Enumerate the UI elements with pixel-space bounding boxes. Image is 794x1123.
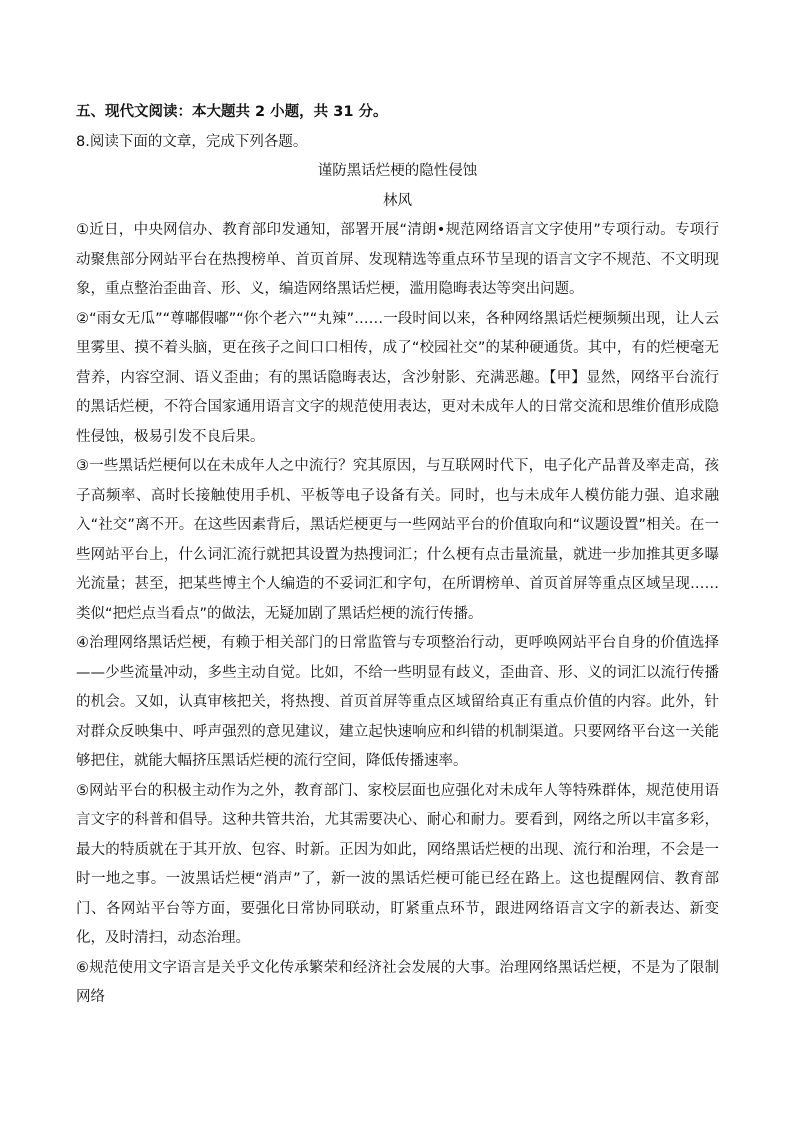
section-heading-rest: 本大题共 2 小题，共 31 分。 — [192, 104, 388, 120]
paragraph-1: ①近日，中央网信办、教育部印发通知，部署开展“清朗•规范网络语言文字使用”专项行动。专项行动聚焦部分网站平台在热搜榜单、首页首屏、发现精选等重点环节呈现的语言文字不规范、不文明现象，重点整治歪曲音、形、义，编造网络黑话烂梗，滥用隐晦表达等突出问题。 — [76, 222, 719, 297]
paragraph-2: ②“雨女无瓜”“尊嘟假嘟”“你个老六”“丸辣”……一段时间以来，各种网络黑话烂梗频频出现，让人云里雾里、摸不着头脑，更在孩子之间口口相传，成了“校园社交”的某种硬通货。其中，有的烂梗毫无营养，内容空洞、语义歪曲；有的黑话隐晦表达，含沙射影、充满恶趣。【甲】显然，网络平台流行的黑话烂梗，不符合国家通用语言文字的规范使用表达，更对未成年人的日常交流和思维价值形成隐性侵蚀，极易引发不良后果。 — [76, 310, 719, 445]
paragraph-4: ④治理网络黑话烂梗，有赖于相关部门的日常监管与专项整治行动，更呼唤网站平台自身的价值选择——少些流量冲动，多些主动自觉。比如，不给一些明显有歧义，歪曲音、形、义的词汇以流行传播的机会。又如，认真审核把关，将热搜、首页首屏等重点区域留给真正有重点价值的内容。此外，针对群众反映集中、呼声强烈的意见建议，建立起快速响应和纠错的机制渠道。只要网络平台这一关能够把住，就能大幅挤压黑话烂梗的流行空间，降低传播速率。 — [76, 635, 719, 769]
article-author: 林风 — [383, 192, 412, 209]
article-title: 谨防黑话烂梗的隐性侵蚀 — [317, 163, 478, 179]
document-body — [76, 98, 719, 1013]
paragraph-3: ③一些黑话烂梗何以在未成年人之中流行？究其原因，与互联网时代下，电子化产品普及率走高，孩子高频率、高时长接触使用手机、平板等电子设备有关。同时，也与未成年人模仿能力强、追求融入“社交”离不开。在这些因素背后，黑话烂梗更与一些网站平台的价值取向和“议题设置”相关。在一些网站平台上，什么词汇流行就把其设置为热搜词汇；什么梗有点击量流量，就进一步加推其更多曝光流量；甚至，把某些博主个人编造的不妥词汇和字句，在所谓榜单、首页首屏等重点区域呈现……类似“把烂点当看点”的做法，无疑加剧了黑话烂梗的流行传播。 — [76, 458, 719, 622]
paragraph-5: ⑤网站平台的积极主动作为之外，教育部门、家校层面也应强化对未成年人等特殊群体，规范使用语言文字的科普和倡导。这种共管共治，尤其需要决心、耐心和耐力。要看到，网络之所以丰富多彩，最大的特质就在于其开放、包容、时新。正因为如此，网络黑话烂梗的出现、流行和治理，不会是一时一地之事。一波黑话烂梗“消声”了，新一波的黑话烂梗可能已经在路上。这也提醒网信、教育部门、各网站平台等方面，要强化日常协同联动，盯紧重点环节，跟进网络语言文字的新表达、新变化，及时清扫，动态治理。 — [76, 782, 719, 946]
paragraph-6: ⑥规范使用文字语言是关乎文化传承繁荣和经济社会发展的大事。治理网络黑话烂梗，不是为了限制网络 — [76, 959, 719, 1005]
question-prompt: 8.阅读下面的文章，完成下列各题。 — [76, 133, 308, 150]
section-heading — [76, 98, 719, 128]
section-heading-lead: 五、现代文阅读： — [76, 104, 192, 120]
